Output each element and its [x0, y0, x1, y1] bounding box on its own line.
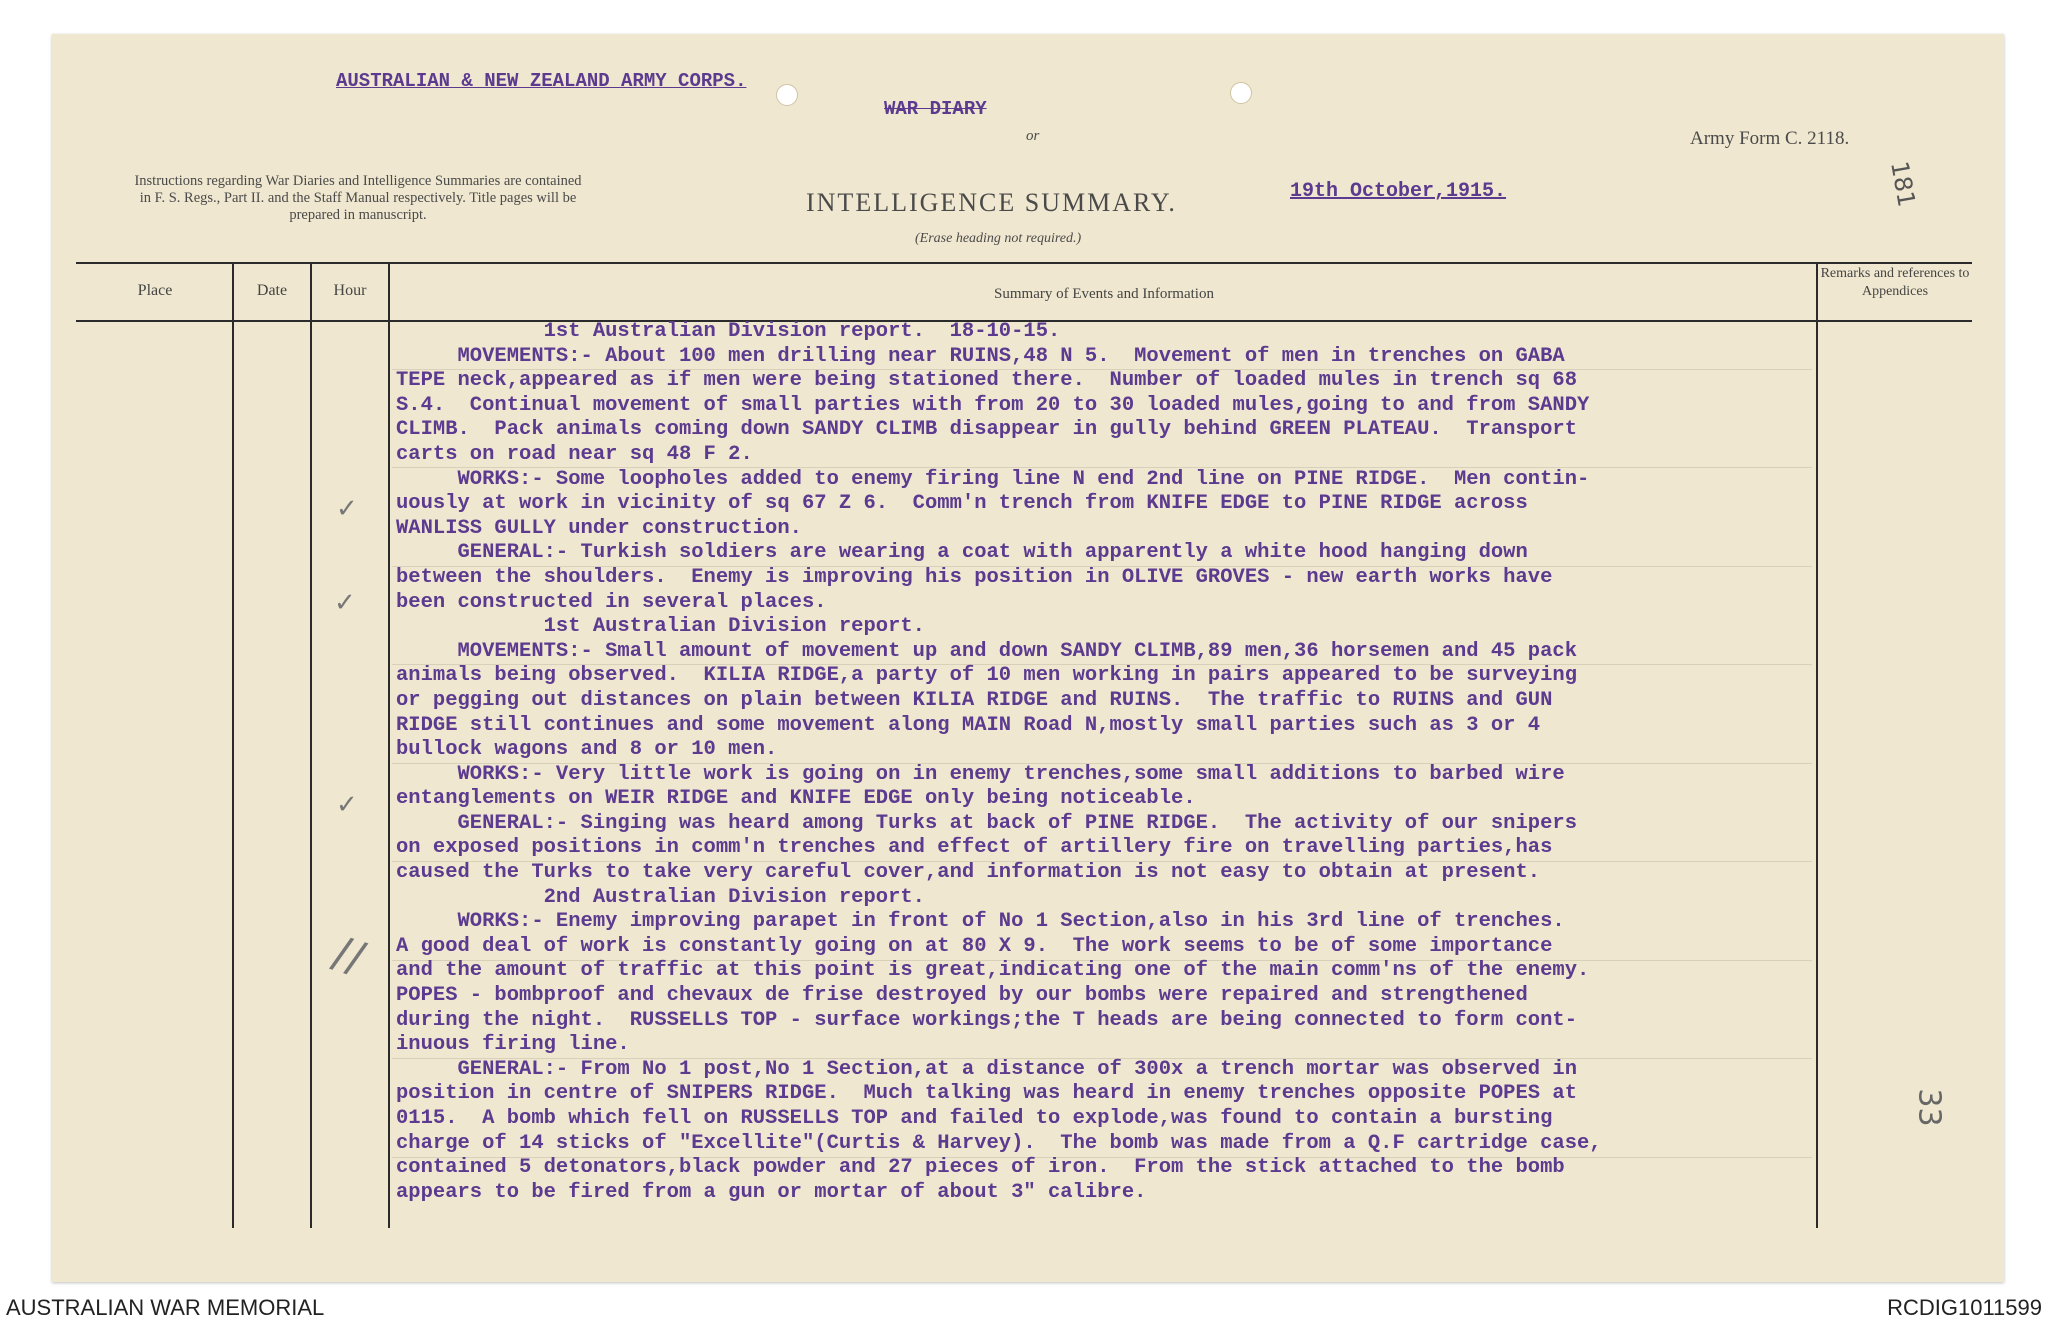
summary-line: animals being observed. KILIA RIDGE,a party of 10 men working in pairs appeared to be surveying — [396, 664, 1577, 688]
summary-line: 0115. A bomb which fell on RUSSELLS TOP and failed to explode,was found to contain a bursting — [396, 1107, 1553, 1130]
summary-line: TEPE neck,appeared as if men were being stationed there. Number of loaded mules in trench sq 68 — [396, 369, 1577, 393]
summary-line: WORKS:- Some loopholes added to enemy firing line N end 2nd line on PINE RIDGE. Men contin- — [396, 467, 1590, 491]
pencil-tick-mark: ✓ — [334, 588, 356, 618]
summary-line: uously at work in vicinity of sq 67 Z 6. Comm'n trench from KNIFE EDGE to PINE RIDGE across — [396, 492, 1528, 516]
summary-line: and the amount of traffic at this point is great,indicating one of the main comm'ns of the enemy. — [396, 959, 1590, 983]
column-header-date: Date — [256, 282, 288, 299]
column-header-place: Place — [137, 282, 173, 299]
summary-line: appears to be fired from a gun or mortar of about 3" calibre. — [396, 1180, 1147, 1204]
summary-line: charge of 14 sticks of "Excellite"(Curtis & Harvey). The bomb was made from a Q.F cartridge case, — [396, 1131, 1602, 1155]
column-divider-place — [232, 262, 234, 1228]
summary-line: 2nd Australian Division report. — [396, 885, 925, 909]
summary-line: MOVEMENTS:- About 100 men drilling near RUINS,48 N 5. Movement of men in trenches on GABA — [396, 344, 1565, 368]
instructions-text: Instructions regarding War Diaries and Intelligence Summaries are contained in F. S. Regs., Part II. and the Staff Manual respectively. Title pages will be prepared in manuscript. — [134, 173, 582, 223]
corps-name: AUSTRALIAN & NEW ZEALAND ARMY CORPS. — [336, 70, 747, 92]
footer-id: RCDIG1011599 — [1887, 1295, 2042, 1320]
pencil-tick-mark: ✓ — [336, 790, 358, 820]
summary-line: WORKS:- Very little work is going on in enemy trenches,some small additions to barbed wire — [396, 762, 1565, 786]
or-label: or — [1026, 128, 1040, 144]
summary-line: between the shoulders. Enemy is improving his position in OLIVE GROVES - new earth works have — [396, 565, 1553, 589]
summary-line: entanglements on WEIR RIDGE and KNIFE EDGE only being noticeable. — [396, 787, 1196, 811]
page-title: INTELLIGENCE SUMMARY. — [806, 188, 1177, 217]
summary-line: POPES - bombproof and chevaux de frise destroyed by our bombs were repaired and strengthened — [396, 984, 1528, 1008]
summary-line: S.4. Continual movement of small parties with from 20 to 30 loaded mules,going to and from SANDY — [396, 393, 1590, 417]
summary-line: carts on road near sq 48 F 2. — [396, 442, 753, 466]
summary-line: WANLISS GULLY under construction. — [396, 516, 802, 540]
summary-line: inuous firing line. — [396, 1033, 630, 1057]
column-divider-date — [310, 262, 312, 1228]
summary-line: position in centre of SNIPERS RIDGE. Much talking was heard in enemy trenches opposite POPES at — [396, 1082, 1577, 1106]
side-annotation: 33 — [1911, 1088, 1947, 1127]
summary-body — [396, 320, 1836, 1205]
summary-line: caused the Turks to take very careful cover,and information is not easy to obtain at present. — [396, 861, 1541, 885]
summary-line: RIDGE still continues and some movement along MAIN Road N,mostly small parties such as 3 or 4 — [396, 713, 1541, 737]
pencil-tick-mark: ✓ — [336, 494, 358, 524]
column-divider-hour — [388, 262, 390, 1228]
struck-heading: WAR DIARY — [884, 98, 987, 120]
table-top-rule — [76, 262, 1972, 264]
summary-line: GENERAL:- From No 1 post,No 1 Section,at a distance of 300x a trench mortar was observed in — [396, 1057, 1577, 1081]
summary-line: been constructed in several places. — [396, 590, 827, 614]
erase-note: (Erase heading not required.) — [915, 231, 1082, 246]
column-header-summary: Summary of Events and Information — [994, 286, 1214, 302]
corner-annotation: 181 — [1885, 159, 1921, 209]
punch-hole-right — [1230, 82, 1252, 104]
army-form-number: Army Form C. 2118. — [1690, 128, 1850, 149]
column-header-hour: Hour — [333, 282, 367, 299]
summary-line: during the night. RUSSELLS TOP - surface workings;the T heads are being connected to form cont- — [396, 1008, 1577, 1032]
footer-source: AUSTRALIAN WAR MEMORIAL — [6, 1295, 325, 1320]
column-header-remarks: Remarks and references to Appendices — [1820, 266, 1970, 299]
summary-line: or pegging out distances on plain between KILIA RIDGE and RUINS. The traffic to RUINS and GUN — [396, 688, 1553, 712]
summary-line: A good deal of work is constantly going on at 80 X 9. The work seems to be of some importance — [396, 934, 1553, 958]
summary-line: bullock wagons and 8 or 10 men. — [396, 738, 778, 762]
summary-line: on exposed positions in comm'n trenches and effect of artillery fire on travelling parties,has — [396, 836, 1553, 860]
summary-line: GENERAL:- Turkish soldiers are wearing a coat with apparently a white hood hanging down — [396, 541, 1528, 565]
summary-line: 1st Australian Division report. — [396, 615, 925, 639]
summary-line: contained 5 detonators,black powder and 27 pieces of iron. From the stick attached to the bomb — [396, 1156, 1565, 1180]
summary-line: CLIMB. Pack animals coming down SANDY CLIMB disappear in gully behind GREEN PLATEAU. Transport — [396, 418, 1577, 442]
summary-line: GENERAL:- Singing was heard among Turks at back of PINE RIDGE. The activity of our snipers — [396, 811, 1577, 835]
summary-line: MOVEMENTS:- Small amount of movement up and down SANDY CLIMB,89 men,36 horsemen and 45 pack — [396, 639, 1577, 663]
pencil-double-stroke: // — [326, 926, 371, 985]
summary-line: 1st Australian Division report. 18-10-15. — [396, 320, 1061, 343]
summary-line: WORKS:- Enemy improving parapet in front of No 1 Section,also in his 3rd line of trenches. — [396, 910, 1565, 934]
document-date: 19th October,1915. — [1290, 180, 1507, 203]
punch-hole-left — [776, 84, 798, 106]
